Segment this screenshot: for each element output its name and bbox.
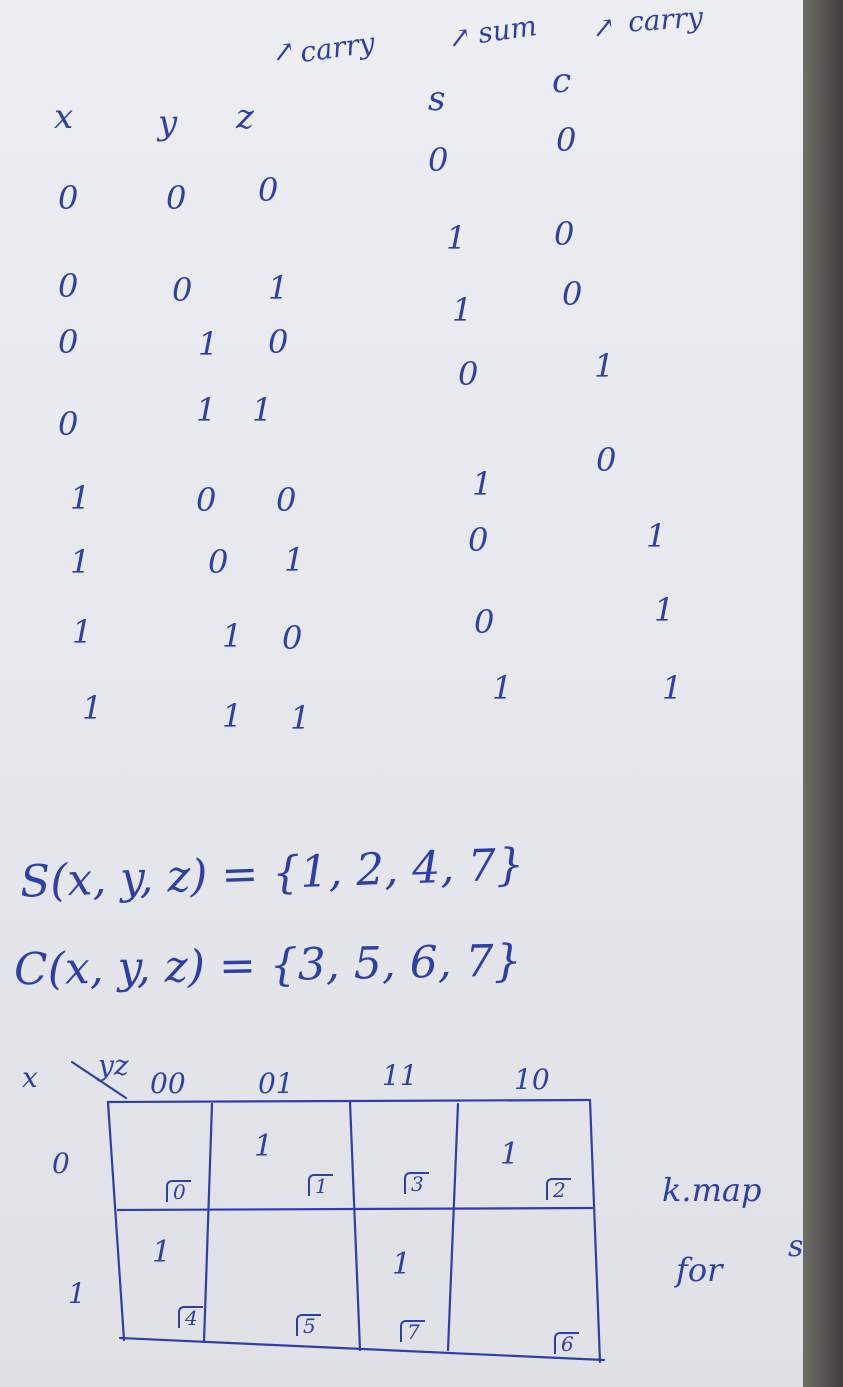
sum-annotation: sum xyxy=(475,9,539,50)
cell-x: 0 xyxy=(58,405,79,443)
minterm-index: 6 xyxy=(554,1332,579,1354)
minterm-index: 4 xyxy=(178,1306,203,1328)
cell-c: 0 xyxy=(556,121,577,159)
arrow-annotation-icon: ↗ xyxy=(445,19,474,56)
cell-x: 0 xyxy=(58,267,79,305)
cell-z: 0 xyxy=(268,323,289,361)
desk-background xyxy=(803,0,843,1387)
carry-annotation: carry xyxy=(297,25,377,70)
minterm-index: 0 xyxy=(166,1180,191,1202)
cell-c: 0 xyxy=(596,441,617,479)
cell-s: 0 xyxy=(468,521,489,559)
cell-z: 1 xyxy=(284,541,305,579)
carry-equation: C(x, y, z) = {3, 5, 6, 7} xyxy=(13,935,523,996)
k-map-cell-value: 1 xyxy=(254,1129,274,1164)
minterm-index: 1 xyxy=(308,1174,333,1196)
cell-s: 0 xyxy=(428,141,449,179)
cell-z: 1 xyxy=(252,391,273,429)
cell-y: 0 xyxy=(166,179,187,217)
k-map-caption-for: for xyxy=(676,1251,723,1289)
cell-x: 1 xyxy=(70,543,91,581)
header-c: c xyxy=(552,61,572,101)
cell-c: 1 xyxy=(646,517,667,555)
cell-z: 0 xyxy=(282,619,303,657)
k-map-caption-var: s xyxy=(788,1229,804,1264)
header-y: y xyxy=(158,103,178,143)
cell-x: 0 xyxy=(58,323,79,361)
k-map-col-var: yz xyxy=(98,1049,129,1082)
carry-annotation-2: carry xyxy=(626,0,704,39)
cell-s: 1 xyxy=(492,669,513,707)
cell-s: 1 xyxy=(452,291,473,329)
cell-c: 0 xyxy=(562,275,583,313)
cell-x: 1 xyxy=(70,479,91,517)
cell-c: 0 xyxy=(554,215,575,253)
cell-y: 1 xyxy=(222,697,243,735)
cell-y: 0 xyxy=(172,271,193,309)
cell-s: 0 xyxy=(474,603,495,641)
cell-c: 1 xyxy=(594,347,615,385)
header-z: z xyxy=(236,97,254,137)
cell-x: 0 xyxy=(58,179,79,217)
k-map-cell-value: 1 xyxy=(500,1137,520,1172)
row-label: 1 xyxy=(68,1277,86,1310)
cell-y: 0 xyxy=(208,543,229,581)
cell-x: 1 xyxy=(72,613,93,651)
header-s: s xyxy=(428,79,446,119)
col-label: 01 xyxy=(258,1067,294,1100)
arrow-annotation-icon: ↗ xyxy=(590,9,618,46)
col-label: 11 xyxy=(382,1059,418,1092)
cell-y: 0 xyxy=(196,481,217,519)
cell-c: 1 xyxy=(654,591,675,629)
cell-c: 1 xyxy=(662,669,683,707)
header-x: x xyxy=(54,97,74,137)
cell-x: 1 xyxy=(82,689,103,727)
minterm-index: 3 xyxy=(404,1172,429,1194)
cell-z: 0 xyxy=(258,171,279,209)
sum-equation: S(x, y, z) = {1, 2, 4, 7} xyxy=(19,839,525,908)
row-label: 0 xyxy=(52,1147,70,1180)
col-label: 10 xyxy=(514,1063,550,1096)
k-map-cell-value: 1 xyxy=(152,1235,172,1270)
cell-s: 1 xyxy=(472,465,493,503)
cell-z: 1 xyxy=(290,699,311,737)
cell-y: 1 xyxy=(196,391,217,429)
col-label: 00 xyxy=(150,1067,186,1100)
cell-z: 0 xyxy=(276,481,297,519)
arrow-annotation-icon: ↗ xyxy=(269,33,298,70)
k-map-cell-value: 1 xyxy=(392,1247,412,1282)
cell-s: 1 xyxy=(446,219,467,257)
cell-s: 0 xyxy=(458,355,479,393)
minterm-index: 2 xyxy=(546,1178,571,1200)
k-map-caption: k.map xyxy=(662,1171,762,1209)
minterm-index: 5 xyxy=(296,1314,321,1336)
k-map-row-var: x xyxy=(22,1061,38,1094)
minterm-index: 7 xyxy=(400,1320,425,1342)
cell-y: 1 xyxy=(198,325,219,363)
cell-z: 1 xyxy=(268,269,289,307)
cell-y: 1 xyxy=(222,617,243,655)
